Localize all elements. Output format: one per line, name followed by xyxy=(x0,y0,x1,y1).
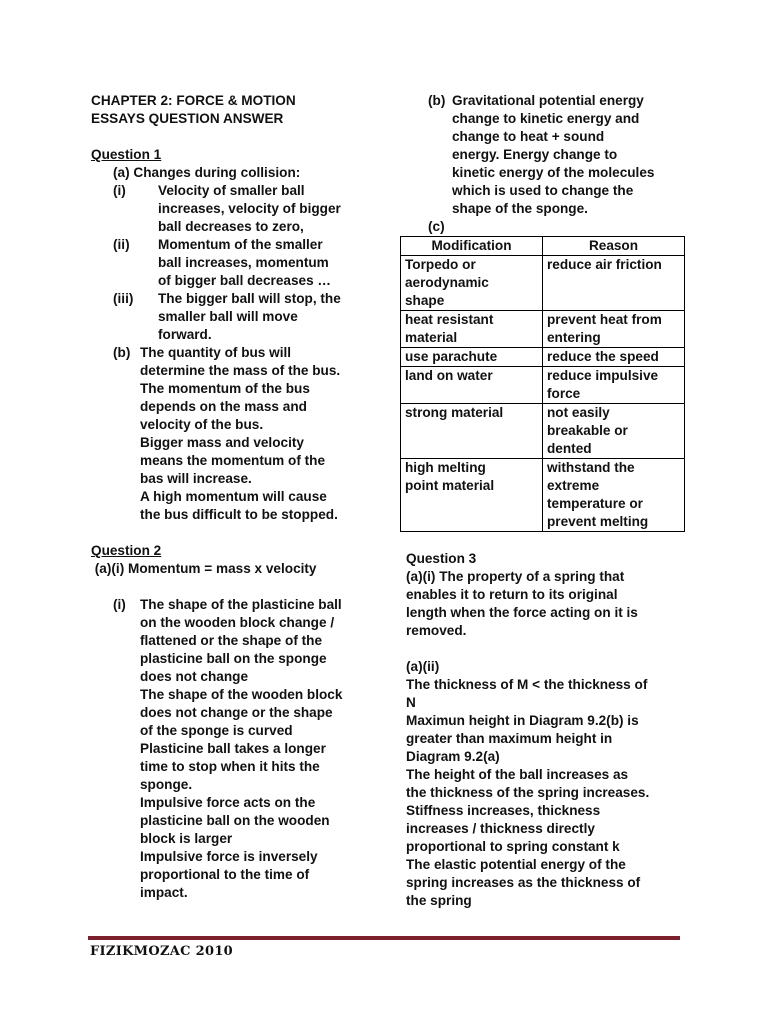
q2-b-line: shape of the sponge. xyxy=(452,201,588,216)
cell-line: material xyxy=(405,330,458,345)
header-modification: Modification xyxy=(401,237,543,256)
right-column xyxy=(406,92,688,910)
item-line: increases, velocity of bigger xyxy=(158,201,341,216)
item-line: Momentum of the smaller xyxy=(158,237,323,252)
left-column xyxy=(91,92,381,902)
q2-i-line: The shape of the plasticine ball xyxy=(140,597,342,612)
cell-line: extreme xyxy=(547,478,600,493)
modification-table xyxy=(400,236,685,532)
q2-b-line: energy. Energy change to xyxy=(452,147,618,162)
modification-cell xyxy=(401,311,543,348)
chapter-title-line2: ESSAYS QUESTION ANSWER xyxy=(91,111,284,126)
item-line: Velocity of smaller ball xyxy=(158,183,305,198)
q1-item-ii xyxy=(91,236,381,290)
q3-ai-line: length when the force acting on it is xyxy=(406,605,638,620)
item-line: of bigger ball decreases … xyxy=(158,273,332,288)
q3-ai-line: (a)(i) The property of a spring that xyxy=(406,569,625,584)
cell-line: use parachute xyxy=(405,349,498,364)
q3-aii-line: The thickness of M < the thickness of xyxy=(406,677,648,692)
q2-i-line: proportional to the time of xyxy=(140,867,310,882)
q2-b-answer xyxy=(406,92,688,218)
chapter-title-line1: CHAPTER 2: FORCE & MOTION xyxy=(91,93,296,108)
q3-aii-line: spring increases as the thickness of xyxy=(406,875,641,890)
cell-line: Torpedo or xyxy=(405,257,476,272)
q3-aii-line: The elastic potential energy of the xyxy=(406,857,626,872)
q2-b-label: (b) xyxy=(428,93,446,108)
item-line: ball increases, momentum xyxy=(158,255,329,270)
reason-cell xyxy=(543,404,685,459)
q3-ai-line: enables it to return to its original xyxy=(406,587,618,602)
modification-cell xyxy=(401,256,543,311)
item-line: ball decreases to zero, xyxy=(158,219,304,234)
q2-i-line: Impulsive force is inversely xyxy=(140,849,318,864)
q3-aii-heading: (a)(ii) xyxy=(406,659,440,674)
q1-b-line: determine the mass of the bus. xyxy=(140,363,341,378)
cell-line: reduce impulsive xyxy=(547,368,659,383)
reason-cell xyxy=(543,459,685,532)
cell-line: entering xyxy=(547,330,601,345)
table-header-row xyxy=(401,237,685,256)
q2-b-line: Gravitational potential energy xyxy=(452,93,644,108)
table-row xyxy=(401,311,685,348)
cell-line: breakable or xyxy=(547,423,628,438)
q2-b-line: kinetic energy of the molecules xyxy=(452,165,655,180)
modification-cell xyxy=(401,404,543,459)
modification-cell xyxy=(401,459,543,532)
q2-i-line: flattened or the shape of the xyxy=(140,633,323,648)
cell-line: land on water xyxy=(405,368,493,383)
cell-line: high melting xyxy=(405,460,486,475)
item-line: forward. xyxy=(158,327,212,342)
q2-i-line: block is larger xyxy=(140,831,233,846)
q1-b-line: the bus difficult to be stopped. xyxy=(140,507,338,522)
q1-b-line: velocity of the bus. xyxy=(140,417,264,432)
q2-b-line: change to heat + sound xyxy=(452,129,605,144)
q1-b-line: Bigger mass and velocity xyxy=(140,435,304,450)
q3-ai-line: removed. xyxy=(406,623,467,638)
cell-line: reduce the speed xyxy=(547,349,659,364)
q1-b-answer xyxy=(91,344,381,524)
q1-b-line: A high momentum will cause xyxy=(140,489,327,504)
table-row xyxy=(401,404,685,459)
q1-b-line: The momentum of the bus xyxy=(140,381,310,396)
q3-aii-line: the spring xyxy=(406,893,472,908)
question-1-heading: Question 1 xyxy=(91,147,162,162)
q1-b-line: The quantity of bus will xyxy=(140,345,292,360)
q1-item-i xyxy=(91,182,381,236)
q1-b-line: depends on the mass and xyxy=(140,399,307,414)
q2-i-answer xyxy=(91,596,381,902)
q3-aii-line: Maximun height in Diagram 9.2(b) is xyxy=(406,713,639,728)
reason-cell xyxy=(543,256,685,311)
cell-line: strong material xyxy=(405,405,504,420)
q2-i-line: impact. xyxy=(140,885,188,900)
q2-i-line: The shape of the wooden block xyxy=(140,687,343,702)
q1-b-line: means the momentum of the xyxy=(140,453,326,468)
item-number: (iii) xyxy=(113,291,134,306)
cell-line: prevent heat from xyxy=(547,312,662,327)
reason-cell xyxy=(543,311,685,348)
q2-a-line: (a)(i) Momentum = mass x velocity xyxy=(91,561,317,576)
table-row xyxy=(401,256,685,311)
cell-line: heat resistant xyxy=(405,312,494,327)
q2-i-line: sponge. xyxy=(140,777,193,792)
item-line: smaller ball will move xyxy=(158,309,298,324)
q1-b-line: bas will increase. xyxy=(140,471,252,486)
cell-line: point material xyxy=(405,478,495,493)
q1-item-iii xyxy=(91,290,381,344)
q2-i-line: Impulsive force acts on the xyxy=(140,795,316,810)
q2-i-line: plasticine ball on the wooden xyxy=(140,813,330,828)
reason-cell xyxy=(543,348,685,367)
q3-aii-line: proportional to spring constant k xyxy=(406,839,620,854)
q2-i-line: time to stop when it hits the xyxy=(140,759,320,774)
q3-aii-line: N xyxy=(406,695,416,710)
item-number: (ii) xyxy=(113,237,130,252)
q1-a-heading: (a) Changes during collision: xyxy=(113,165,301,180)
q3-aii-line: greater than maximum height in xyxy=(406,731,613,746)
q2-i-line: Plasticine ball takes a longer xyxy=(140,741,326,756)
cell-line: withstand the xyxy=(547,460,635,475)
cell-line: aerodynamic xyxy=(405,275,489,290)
cell-line: not easily xyxy=(547,405,610,420)
table-row xyxy=(401,459,685,532)
item-line: The bigger ball will stop, the xyxy=(158,291,341,306)
q2-c-label: (c) xyxy=(428,219,445,234)
q3-aii-line: increases / thickness directly xyxy=(406,821,595,836)
q2-i-label: (i) xyxy=(113,597,126,612)
footer-divider xyxy=(88,936,680,940)
modification-cell xyxy=(401,367,543,404)
table-row xyxy=(401,367,685,404)
q2-b-line: change to kinetic energy and xyxy=(452,111,640,126)
question-3-heading: Question 3 xyxy=(406,551,477,566)
q2-i-line: on the wooden block change / xyxy=(140,615,335,630)
q2-i-line: plasticine ball on the sponge xyxy=(140,651,327,666)
table-row xyxy=(401,348,685,367)
cell-line: reduce air friction xyxy=(547,257,662,272)
header-reason: Reason xyxy=(543,237,685,256)
q3-aii-line: the thickness of the spring increases. xyxy=(406,785,650,800)
q2-i-line: does not change xyxy=(140,669,249,684)
footer-text: FIZIKMOZAC 2010 xyxy=(90,944,234,959)
q3-aii-line: Stiffness increases, thickness xyxy=(406,803,601,818)
cell-line: prevent melting xyxy=(547,514,649,529)
reason-cell xyxy=(543,367,685,404)
q2-i-line: of the sponge is curved xyxy=(140,723,293,738)
q3-aii-line: The height of the ball increases as xyxy=(406,767,629,782)
question-2-heading: Question 2 xyxy=(91,543,162,558)
cell-line: temperature or xyxy=(547,496,643,511)
cell-line: dented xyxy=(547,441,592,456)
modification-cell xyxy=(401,348,543,367)
q3-aii-line: Diagram 9.2(a) xyxy=(406,749,500,764)
cell-line: shape xyxy=(405,293,445,308)
item-number: (i) xyxy=(113,183,126,198)
q2-i-line: does not change or the shape xyxy=(140,705,333,720)
cell-line: force xyxy=(547,386,581,401)
q2-b-line: which is used to change the xyxy=(452,183,634,198)
q1-b-label: (b) xyxy=(113,345,131,360)
